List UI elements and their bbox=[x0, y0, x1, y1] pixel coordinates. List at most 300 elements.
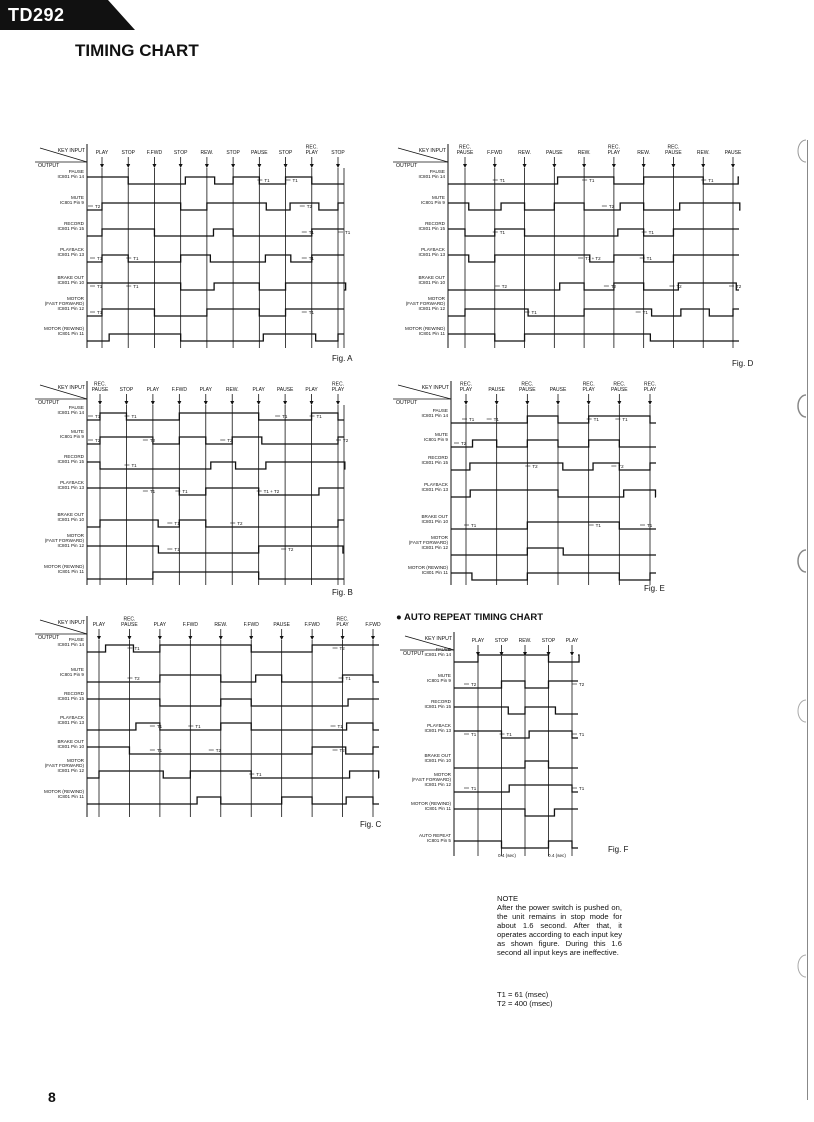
signal-label: IC801 Pin 11 bbox=[57, 569, 84, 574]
timing-annotation: T2 bbox=[95, 438, 101, 443]
signal-label: PAUSE bbox=[435, 647, 451, 652]
key-input-label: KEY INPUT bbox=[57, 148, 85, 154]
signal-waveform bbox=[451, 490, 656, 497]
signal-label: PAUSE bbox=[68, 637, 84, 642]
timing-annotation: T1 bbox=[131, 463, 137, 468]
key-arrow-head bbox=[284, 164, 288, 168]
key-arrow-head bbox=[179, 164, 183, 168]
key-label: PLAY bbox=[607, 150, 621, 156]
signal-waveform bbox=[87, 797, 379, 804]
key-arrow-head bbox=[124, 401, 128, 405]
timing-annotation: T1 bbox=[471, 523, 477, 528]
signal-label: IC801 Pin 9 bbox=[59, 434, 84, 439]
timing-annotation: T1 + T2 bbox=[263, 489, 280, 494]
binder-holes bbox=[774, 0, 814, 1122]
timing-annotation: T1 bbox=[156, 748, 163, 753]
key-label: STOP bbox=[121, 150, 135, 156]
signal-label: IC801 Pin 9 bbox=[423, 437, 448, 442]
signal-label: (FAST FORWARD) bbox=[44, 301, 84, 306]
signal-waveform bbox=[87, 255, 344, 262]
signal-label: MOTOR bbox=[430, 535, 448, 540]
signal-label: IC801 Pin 5 bbox=[426, 838, 451, 843]
key-arrow-head bbox=[617, 401, 621, 405]
timing-annotation: T1 bbox=[282, 414, 288, 419]
signal-waveform bbox=[454, 809, 578, 816]
timing-annotation: T2 bbox=[532, 464, 538, 469]
key-label: PAUSE bbox=[488, 387, 505, 393]
key-arrow-head bbox=[582, 164, 586, 168]
key-arrow-head bbox=[127, 636, 131, 640]
timing-annotation: T1 bbox=[195, 724, 201, 729]
key-label: PAUSE bbox=[665, 150, 682, 156]
signal-label: IC801 Pin 10 bbox=[418, 280, 445, 285]
timing-annotation: T1 bbox=[646, 256, 652, 261]
key-input-label: KEY INPUT bbox=[424, 636, 452, 642]
signal-waveform bbox=[87, 572, 344, 579]
signal-label: MUTE bbox=[434, 432, 448, 437]
timing-annotation: T1 bbox=[579, 732, 585, 737]
output-label: OUTPUT bbox=[38, 400, 60, 406]
key-label: PLAY bbox=[471, 638, 485, 644]
timing-annotation: T1 bbox=[648, 230, 654, 235]
signal-label: AUTO REPEAT bbox=[419, 833, 451, 838]
timing-annotation: T2 bbox=[676, 284, 682, 289]
timing-annotation: T2 bbox=[339, 646, 345, 651]
key-label: PAUSE bbox=[519, 387, 536, 393]
signal-waveform bbox=[454, 655, 579, 662]
key-arrow-head bbox=[205, 164, 209, 168]
signal-label: IC801 Pin 9 bbox=[426, 678, 451, 683]
key-arrow-head bbox=[556, 401, 560, 405]
figure-d bbox=[393, 140, 753, 350]
signal-label: IC801 Pin 11 bbox=[57, 331, 84, 336]
signal-label: IC801 Pin 13 bbox=[418, 252, 445, 257]
signal-label: IC801 Pin 10 bbox=[57, 517, 84, 522]
signal-waveform bbox=[87, 675, 379, 682]
timing-annotation: T2 bbox=[227, 438, 233, 443]
timing-annotation: T2 bbox=[149, 438, 156, 443]
timing-annotation: T2 bbox=[288, 547, 294, 552]
timing-annotation: T1 bbox=[589, 178, 595, 183]
timing-annotation: T1 bbox=[182, 489, 188, 494]
key-arrow-head bbox=[612, 164, 616, 168]
model-number: TD292 bbox=[8, 5, 65, 25]
timing-annotation: T1 bbox=[471, 732, 477, 737]
timing-annotation: T1 bbox=[337, 724, 343, 729]
key-arrow-head bbox=[310, 164, 314, 168]
signal-label: IC801 Pin 13 bbox=[57, 252, 84, 257]
note-text: After the power switch is pushed on, the unit remains in stop mode for about 1.6 second. After that, it operates according to each input key as shown figure. During this 1.6 second all input keys are ineffective. bbox=[497, 903, 622, 957]
signal-label: PAUSE bbox=[68, 405, 84, 410]
t1-definition: T1 = 61 (msec) bbox=[497, 990, 549, 999]
timing-annotation: T2 bbox=[215, 748, 222, 753]
timing-annotation: T2 bbox=[608, 204, 615, 209]
key-arrow-head bbox=[671, 164, 675, 168]
timing-annotation: T1 bbox=[708, 178, 714, 183]
key-input-label: KEY INPUT bbox=[57, 385, 85, 391]
key-arrow-head bbox=[523, 164, 527, 168]
signal-label: MOTOR bbox=[433, 772, 451, 777]
key-label: F.FWD bbox=[487, 150, 503, 156]
signal-waveform bbox=[87, 309, 344, 316]
timing-annotation: T2 bbox=[618, 464, 624, 469]
key-label: REC. bbox=[667, 144, 680, 151]
signal-label: IC801 Pin 14 bbox=[57, 174, 84, 179]
key-arrow-head bbox=[98, 401, 102, 405]
timing-annotation: T1 bbox=[593, 417, 599, 422]
key-label: REW. bbox=[214, 622, 228, 628]
timing-annotation: T1 bbox=[149, 489, 156, 494]
signal-waveform bbox=[87, 437, 344, 444]
auto-repeat-title: ● AUTO REPEAT TIMING CHART bbox=[396, 612, 544, 623]
key-label: F.FWD bbox=[171, 387, 187, 393]
signal-label: IC801 Pin 14 bbox=[424, 652, 451, 657]
timing-annotation: T1 + T2 bbox=[585, 256, 601, 261]
key-label: PAUSE bbox=[611, 387, 628, 393]
key-label: PLAY bbox=[459, 387, 473, 393]
timing-annotation: T1 bbox=[256, 772, 262, 777]
key-label: PAUSE bbox=[91, 387, 109, 393]
key-label: PLAY bbox=[95, 150, 109, 156]
key-arrow-head bbox=[257, 401, 261, 405]
key-label: STOP bbox=[541, 638, 556, 644]
key-label: PAUSE bbox=[251, 150, 268, 156]
key-arrow-head bbox=[731, 164, 735, 168]
timing-annotation: T2 bbox=[237, 521, 243, 526]
key-arrow-head bbox=[570, 652, 574, 656]
key-label: REC. bbox=[94, 381, 106, 388]
signal-waveform bbox=[454, 841, 578, 848]
signal-waveform bbox=[87, 645, 379, 652]
key-arrow-head bbox=[151, 401, 155, 405]
key-label: PAUSE bbox=[724, 150, 742, 156]
timing-annotation: T1 bbox=[345, 676, 351, 681]
timing-annotation: T1 bbox=[174, 547, 180, 552]
key-label: PLAY bbox=[565, 638, 579, 644]
signal-label: IC801 Pin 12 bbox=[57, 306, 84, 311]
output-label: OUTPUT bbox=[38, 163, 60, 169]
signal-label: BRAKE OUT bbox=[57, 739, 84, 744]
key-label: STOP bbox=[226, 150, 240, 156]
timing-annotation: T2 bbox=[339, 748, 345, 753]
key-arrow-head bbox=[525, 401, 529, 405]
key-arrow-head bbox=[587, 401, 591, 405]
signal-label: BRAKE OUT bbox=[421, 514, 448, 519]
timing-annotation: T1 bbox=[308, 310, 315, 315]
key-label: REC. bbox=[607, 144, 620, 151]
figure-c-label: Fig. C bbox=[360, 820, 382, 829]
key-arrow-head bbox=[310, 401, 314, 405]
signal-label: MOTOR (REWIND) bbox=[44, 564, 84, 569]
key-arrow-head bbox=[158, 636, 162, 640]
key-label: REW. bbox=[696, 150, 710, 156]
key-label: PAUSE bbox=[121, 622, 138, 628]
timing-annotation: T1 bbox=[506, 732, 512, 737]
key-label: STOP bbox=[331, 150, 345, 156]
key-arrow-head bbox=[495, 401, 499, 405]
signal-label: MOTOR (REWIND) bbox=[405, 326, 445, 331]
signal-label: IC801 Pin 15 bbox=[57, 696, 84, 701]
key-arrow-head bbox=[219, 636, 223, 640]
key-arrow-head bbox=[463, 164, 467, 168]
signal-label: MUTE bbox=[70, 667, 84, 672]
signal-waveform bbox=[448, 334, 739, 341]
signal-label: PAUSE bbox=[432, 408, 448, 413]
signal-waveform bbox=[87, 546, 344, 553]
signal-label: (FAST FORWARD) bbox=[405, 301, 445, 306]
signal-waveform bbox=[87, 723, 379, 730]
key-arrow-head bbox=[126, 164, 130, 168]
signal-label: IC801 Pin 11 bbox=[421, 570, 448, 575]
key-label: PLAY bbox=[252, 387, 265, 393]
key-label: PLAY bbox=[305, 387, 318, 393]
timing-annotation: T1 bbox=[499, 178, 506, 183]
key-label: REC. bbox=[123, 616, 136, 623]
signal-label: MOTOR bbox=[427, 296, 445, 301]
key-label: PLAY bbox=[582, 387, 595, 393]
signal-waveform bbox=[87, 334, 344, 341]
key-label: F.FWD bbox=[182, 622, 198, 628]
signal-label: IC801 Pin 14 bbox=[418, 174, 445, 179]
key-label: REW. bbox=[518, 638, 532, 644]
signal-label: IC801 Pin 14 bbox=[421, 413, 448, 418]
key-label: STOP bbox=[494, 638, 509, 644]
signal-waveform bbox=[448, 309, 739, 316]
signal-label: PLAYBACK bbox=[424, 482, 448, 487]
signal-label: RECORD bbox=[428, 455, 448, 460]
key-label: REC. bbox=[332, 381, 344, 388]
timing-annotation: T1 bbox=[97, 284, 103, 289]
key-label: PAUSE bbox=[549, 387, 567, 393]
figure-e-label: Fig. E bbox=[644, 584, 665, 593]
signal-label: PLAYBACK bbox=[421, 247, 445, 252]
key-label: PLAY bbox=[643, 387, 657, 393]
timing-annotation: T1 bbox=[264, 178, 270, 183]
signal-label: IC801 Pin 13 bbox=[57, 485, 84, 490]
signal-label: BRAKE OUT bbox=[57, 512, 84, 517]
timing-annotation: T2 bbox=[461, 441, 467, 446]
key-label: PAUSE bbox=[456, 150, 474, 156]
signal-label: BRAKE OUT bbox=[424, 753, 451, 758]
signal-label: IC801 Pin 10 bbox=[424, 758, 451, 763]
signal-waveform bbox=[451, 548, 656, 555]
timing-annotation: T1 bbox=[469, 417, 475, 422]
key-arrow-head bbox=[280, 636, 284, 640]
key-arrow-head bbox=[371, 636, 375, 640]
figure-a bbox=[35, 140, 365, 350]
signal-label: (FAST FORWARD) bbox=[408, 540, 448, 545]
signal-label: IC801 Pin 11 bbox=[424, 806, 451, 811]
signal-label: RECORD bbox=[64, 691, 84, 696]
key-arrow-head bbox=[177, 401, 181, 405]
signal-waveform bbox=[454, 707, 578, 714]
signal-label: IC801 Pin 10 bbox=[57, 744, 84, 749]
signal-label: IC801 Pin 15 bbox=[418, 226, 445, 231]
key-label: F.FWD bbox=[304, 622, 320, 628]
key-label: REW. bbox=[200, 150, 214, 156]
key-label: REC. bbox=[521, 381, 534, 388]
timing-annotation: T1 bbox=[471, 786, 477, 791]
key-arrow-head bbox=[188, 636, 192, 640]
signal-waveform bbox=[448, 203, 740, 210]
page-number: 8 bbox=[48, 1089, 56, 1105]
timing-annotation: T1 bbox=[292, 178, 298, 183]
signal-label: MOTOR (REWIND) bbox=[408, 565, 448, 570]
signal-waveform bbox=[87, 699, 379, 706]
key-label: F.FWD bbox=[243, 622, 259, 628]
key-arrow-head bbox=[257, 164, 261, 168]
signal-label: PAUSE bbox=[429, 169, 445, 174]
figure-c bbox=[35, 612, 385, 827]
timing-annotation: T1 bbox=[95, 414, 101, 419]
model-tab bbox=[0, 0, 135, 30]
key-arrow-head bbox=[336, 401, 340, 405]
signal-label: PLAYBACK bbox=[60, 480, 84, 485]
key-arrow-head bbox=[552, 164, 556, 168]
signal-label: PLAYBACK bbox=[60, 247, 84, 252]
timing-annotation: T1 bbox=[133, 284, 139, 289]
signal-label: RECORD bbox=[425, 221, 445, 226]
signal-label: MOTOR bbox=[66, 533, 84, 538]
key-label: F.FWD bbox=[146, 150, 163, 156]
key-label: REC. bbox=[582, 381, 595, 388]
timing-annotation: T1 bbox=[131, 414, 137, 419]
signal-label: PLAYBACK bbox=[427, 723, 451, 728]
figure-b bbox=[35, 377, 365, 587]
signal-label: (FAST FORWARD) bbox=[44, 538, 84, 543]
timing-annotation: T2 bbox=[471, 682, 477, 687]
signal-waveform bbox=[448, 283, 739, 290]
timing-annotation: T2 bbox=[134, 676, 140, 681]
key-label: REC. bbox=[644, 381, 656, 388]
signal-label: (FAST FORWARD) bbox=[44, 763, 84, 768]
key-arrow-head bbox=[648, 401, 652, 405]
signal-waveform bbox=[87, 462, 345, 469]
signal-waveform bbox=[87, 177, 344, 184]
timing-annotation: T2 bbox=[95, 204, 101, 209]
signal-label: IC801 Pin 9 bbox=[420, 200, 445, 205]
output-label: OUTPUT bbox=[396, 400, 418, 406]
key-arrow-head bbox=[336, 164, 340, 168]
key-label: PLAY bbox=[146, 387, 160, 393]
t2-definition: T2 = 400 (msec) bbox=[497, 999, 553, 1008]
key-label: STOP bbox=[173, 150, 188, 156]
signal-waveform bbox=[451, 440, 656, 447]
key-label: REW. bbox=[225, 387, 239, 393]
timing-annotation: T1 bbox=[595, 523, 601, 528]
key-label: STOP bbox=[119, 387, 134, 393]
key-label: PAUSE bbox=[546, 150, 563, 156]
auto-repeat-delay-label: 0.4 (sec) bbox=[498, 853, 516, 858]
signal-label: BRAKE OUT bbox=[57, 275, 84, 280]
output-label: OUTPUT bbox=[396, 163, 418, 169]
timing-annotation: T1 bbox=[97, 310, 103, 315]
figure-d-label: Fig. D bbox=[732, 359, 754, 368]
signal-waveform bbox=[87, 229, 344, 236]
signal-label: MUTE bbox=[70, 195, 84, 200]
signal-label: IC801 Pin 15 bbox=[57, 226, 84, 231]
key-arrow-head bbox=[493, 164, 497, 168]
signal-label: MUTE bbox=[437, 673, 451, 678]
signal-label: (FAST FORWARD) bbox=[411, 777, 451, 782]
key-input-label: KEY INPUT bbox=[57, 620, 85, 626]
signal-label: IC801 Pin 12 bbox=[418, 306, 445, 311]
signal-label: IC801 Pin 12 bbox=[424, 782, 451, 787]
signal-label: IC801 Pin 9 bbox=[59, 672, 84, 677]
signal-label: IC801 Pin 12 bbox=[57, 543, 84, 548]
figure-e bbox=[393, 377, 683, 587]
timing-annotation: T1 bbox=[579, 786, 585, 791]
signal-label: PLAYBACK bbox=[60, 715, 84, 720]
signal-waveform bbox=[448, 229, 739, 236]
key-label: PLAY bbox=[92, 622, 106, 628]
key-label: REC. bbox=[460, 381, 472, 388]
signal-label: RECORD bbox=[64, 221, 84, 226]
key-label: PLAY bbox=[331, 387, 345, 393]
timing-annotation: T1 bbox=[499, 230, 506, 235]
signal-label: IC801 Pin 13 bbox=[421, 487, 448, 492]
signal-label: IC801 Pin 9 bbox=[59, 200, 84, 205]
timing-annotation: T2 bbox=[306, 204, 313, 209]
timing-annotation: T1 bbox=[174, 521, 180, 526]
key-arrow-head bbox=[231, 164, 235, 168]
figure-a-label: Fig. A bbox=[332, 354, 353, 363]
key-arrow-head bbox=[701, 164, 705, 168]
timing-annotation: T1 bbox=[493, 417, 499, 422]
signal-waveform bbox=[454, 761, 578, 768]
signal-label: IC801 Pin 14 bbox=[57, 642, 84, 647]
key-label: PLAY bbox=[153, 622, 167, 628]
output-label: OUTPUT bbox=[38, 635, 60, 641]
timing-annotation: T1 bbox=[156, 724, 163, 729]
key-label: STOP bbox=[278, 150, 293, 156]
signal-label: MUTE bbox=[431, 195, 445, 200]
key-arrow-head bbox=[249, 636, 253, 640]
key-label: REC. bbox=[305, 144, 318, 151]
timing-annotation: T1 bbox=[97, 256, 103, 261]
signal-label: IC801 Pin 10 bbox=[421, 519, 448, 524]
signal-label: RECORD bbox=[64, 454, 84, 459]
key-arrow-head bbox=[97, 636, 101, 640]
key-label: REW. bbox=[637, 150, 651, 156]
timing-annotation: T1 bbox=[345, 230, 351, 235]
key-arrow-head bbox=[283, 401, 287, 405]
figure-f-label: Fig. F bbox=[608, 845, 629, 854]
key-arrow-head bbox=[310, 636, 314, 640]
key-arrow-head bbox=[204, 401, 208, 405]
signal-label: IC801 Pin 15 bbox=[421, 460, 448, 465]
signal-waveform bbox=[87, 203, 344, 210]
signal-label: IC801 Pin 13 bbox=[57, 720, 84, 725]
figure-f bbox=[400, 628, 610, 868]
key-input-label: KEY INPUT bbox=[421, 385, 449, 391]
timing-annotation: T1 bbox=[642, 310, 648, 315]
signal-label: IC801 Pin 14 bbox=[57, 410, 84, 415]
signal-label: IC801 Pin 12 bbox=[57, 768, 84, 773]
key-input-label: KEY INPUT bbox=[418, 148, 446, 154]
page-title: TIMING CHART bbox=[75, 41, 199, 60]
signal-waveform bbox=[87, 520, 344, 527]
timing-annotation: T1 bbox=[134, 646, 140, 651]
signal-waveform bbox=[87, 771, 379, 778]
signal-label: MOTOR (REWIND) bbox=[44, 789, 84, 794]
signal-label: MOTOR bbox=[66, 758, 84, 763]
signal-label: IC801 Pin 15 bbox=[424, 704, 451, 709]
timing-annotation: T1 bbox=[308, 256, 315, 261]
timing-annotation: T1 bbox=[622, 417, 628, 422]
signal-waveform bbox=[451, 463, 656, 470]
timing-annotation: T1 bbox=[133, 256, 139, 261]
